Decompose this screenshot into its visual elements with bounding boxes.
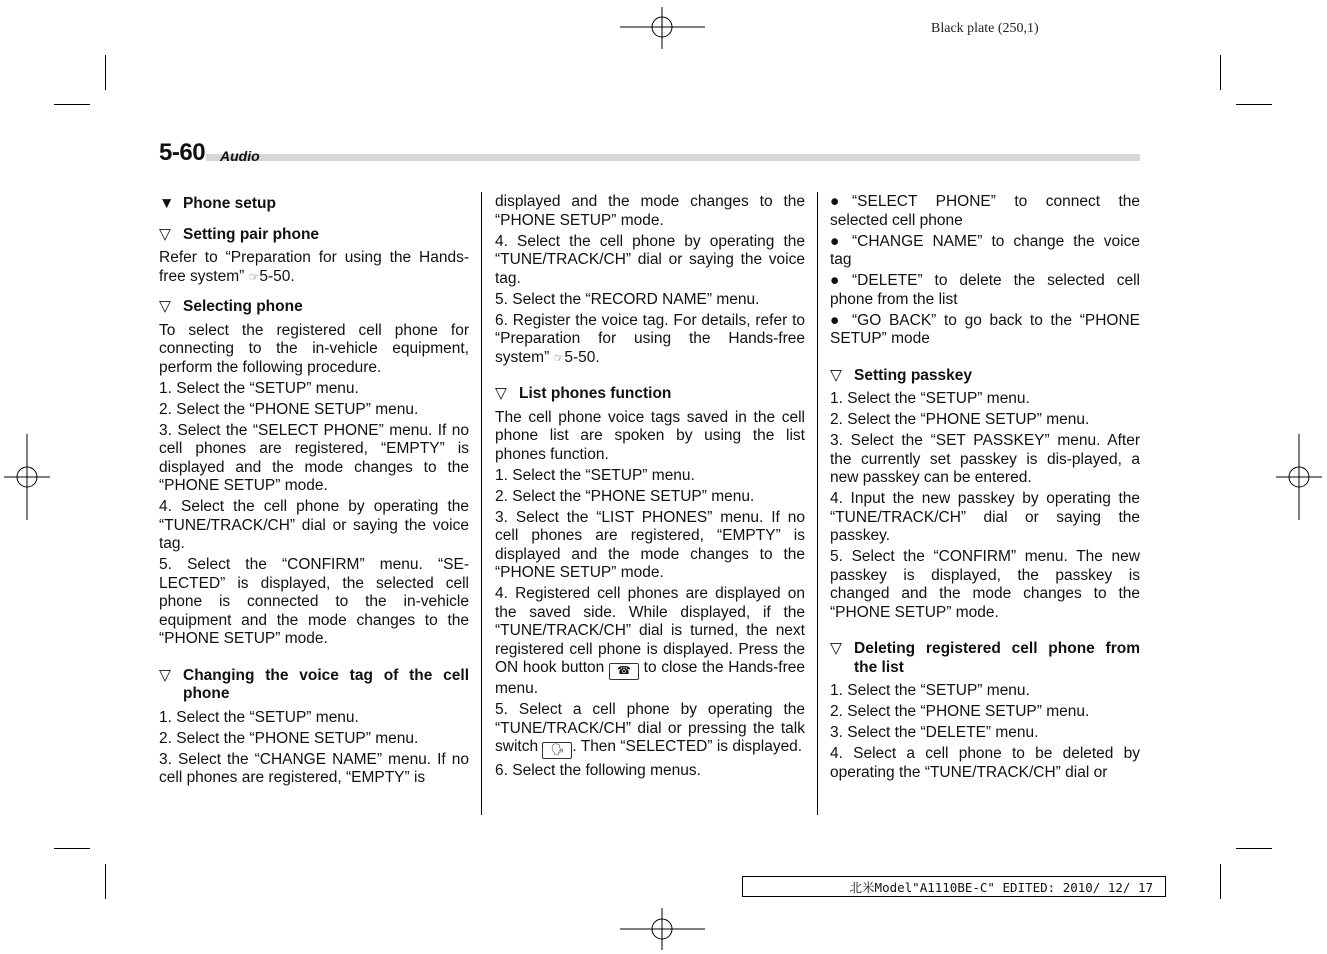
step: 1. Select the “SETUP” menu.: [830, 682, 1030, 699]
registration-mark-icon: [620, 5, 705, 50]
paragraph: The cell phone voice tags saved in the cell phone list are spoken by using the list phones function.: [495, 408, 805, 463]
filled-triangle-icon: ▼: [159, 195, 175, 212]
reference-hand-icon: ☞: [248, 269, 260, 284]
step: 3. Select the “SET PASSKEY” menu. After the currently set passkey is dis-played, a new passkey can be entered.: [830, 432, 1140, 486]
outline-triangle-icon: ▽: [159, 225, 171, 243]
step: 1. Select the “SETUP” menu.: [830, 390, 1030, 407]
crop-mark: [54, 848, 90, 849]
reference-hand-icon: ☞: [553, 350, 565, 365]
step: 4. Select a cell phone to be deleted by operating the “TUNE/TRACK/CH” dial or: [830, 745, 1140, 781]
step: 2. Select the “PHONE SETUP” menu.: [159, 729, 419, 747]
bullet-icon: ●: [830, 232, 840, 250]
subheading: ▽ Setting passkey: [830, 366, 973, 384]
registration-mark-icon: [1276, 434, 1322, 520]
step: 6. Select the following menus.: [495, 761, 701, 779]
step: 5. Select the “CONFIRM” menu. “SE-LECTED” is displayed, the selected cell phone is connected to the in-vehicle equipment and the mode changes to the “PHONE SETUP” mode.: [159, 556, 469, 647]
column-divider: [817, 192, 818, 815]
page-number: 5-60: [159, 139, 206, 166]
column-divider: [481, 192, 482, 815]
plate-label: Black plate (250,1): [931, 21, 1039, 36]
outline-triangle-icon: ▽: [159, 666, 171, 684]
subheading: ▽ Setting pair phone: [159, 225, 320, 243]
step: 2. Select the “PHONE SETUP” menu.: [830, 411, 1090, 428]
registration-mark-icon: [4, 434, 50, 520]
subheading: ▽ Deleting registered cell phone from the list: [830, 640, 1140, 676]
step: 3. Select the “DELETE” menu.: [830, 724, 1039, 741]
bullet-icon: ●: [830, 272, 840, 289]
step: 5. Select the “CONFIRM” menu. The new passkey is displayed, the passkey is changed and the mode changes to the “PHONE SETUP” mode.: [830, 548, 1140, 621]
bullet-icon: ●: [830, 311, 840, 329]
step: 1. Select the “SETUP” menu.: [159, 379, 359, 397]
step: 4. Select the cell phone by operating the “TUNE/TRACK/CH” dial or saying the voice tag.: [495, 232, 805, 287]
crop-mark: [1236, 104, 1272, 105]
outline-triangle-icon: ▽: [159, 298, 171, 315]
step: 2. Select the “PHONE SETUP” menu.: [159, 400, 419, 418]
footer-edition-box: 北米Model"A1110BE-C" EDITED: 2010/ 12/ 17: [742, 876, 1166, 897]
crop-mark: [54, 104, 90, 105]
subheading: ▽ Changing the voice tag of the cell phone: [159, 666, 469, 702]
bullet-item: ● “DELETE” to delete the selected cell phone from the list: [830, 272, 1140, 308]
column-3: [830, 193, 1140, 785]
column-2: [495, 193, 805, 783]
step: 4. Input the new passkey by operating the “TUNE/TRACK/CH” dial or saying the passkey.: [830, 490, 1140, 544]
bullet-icon: ●: [830, 193, 840, 210]
talk-switch-icon: 🗣: [542, 742, 572, 759]
column-1: [159, 193, 469, 790]
paragraph: displayed and the mode changes to the “PHONE SETUP” mode.: [495, 193, 805, 229]
crop-mark: [105, 864, 106, 899]
step: 2. Select the “PHONE SETUP” menu.: [830, 703, 1090, 720]
crop-mark: [105, 55, 106, 90]
step: 6. Register the voice tag. For details, refer to “Preparation for using the Hands-free system” ☞5-50.: [495, 311, 805, 366]
step: 5. Select a cell phone by operating the “TUNE/TRACK/CH” dial or pressing the talk switch 🗣 . Then “SELECTED” is displayed.: [495, 701, 805, 759]
crop-mark: [1220, 55, 1221, 90]
step: 2. Select the “PHONE SETUP” menu.: [495, 487, 755, 505]
crop-mark: [1236, 848, 1272, 849]
section-heading: ▼ Phone setup: [159, 195, 276, 212]
bullet-item: ● “GO BACK” to go back to the “PHONE SETUP” mode: [830, 311, 1140, 347]
outline-triangle-icon: ▽: [830, 640, 842, 657]
subheading: ▽ Selecting phone: [159, 298, 303, 315]
crop-mark: [1220, 864, 1221, 899]
subheading: ▽ List phones function: [495, 385, 672, 402]
step: 4. Select the cell phone by operating the “TUNE/TRACK/CH” dial or saying the voice tag.: [159, 498, 469, 552]
step: 1. Select the “SETUP” menu.: [159, 708, 359, 726]
paragraph: To select the registered cell phone for connecting to the in-vehicle equipment, perform the following procedure.: [159, 321, 469, 376]
bullet-item: ● “CHANGE NAME” to change the voice tag: [830, 232, 1140, 268]
header-rule: [206, 154, 1140, 161]
step: 1. Select the “SETUP” menu.: [495, 466, 695, 484]
step: 3. Select the “LIST PHONES” menu. If no cell phones are registered, “EMPTY” is displayed and the mode changes to the “PHONE SETUP” mode.: [495, 508, 805, 581]
step: 4. Registered cell phones are displayed on the saved side. While displayed, if the “TUNE/TRACK/CH” dial is turned, the next registered cell phone is displayed. Press the ON hook button ☎ to close the Hands-free menu.: [495, 585, 805, 697]
outline-triangle-icon: ▽: [830, 366, 842, 384]
outline-triangle-icon: ▽: [495, 385, 507, 402]
section-title: Audio: [220, 148, 260, 164]
registration-mark-icon: [620, 907, 705, 952]
step: 3. Select the “SELECT PHONE” menu. If no cell phones are registered, “EMPTY” is displayed and the mode changes to the “PHONE SETUP” mode.: [159, 421, 469, 494]
paragraph: Refer to “Preparation for using the Hands-free system” ☞5-50.: [159, 249, 469, 285]
step: 5. Select the “RECORD NAME” menu.: [495, 290, 760, 308]
step: 3. Select the “CHANGE NAME” menu. If no cell phones are registered, “EMPTY” is: [159, 750, 469, 786]
on-hook-phone-icon: ☎: [609, 663, 639, 680]
bullet-item: ● “SELECT PHONE” to connect the selected cell phone: [830, 193, 1140, 229]
